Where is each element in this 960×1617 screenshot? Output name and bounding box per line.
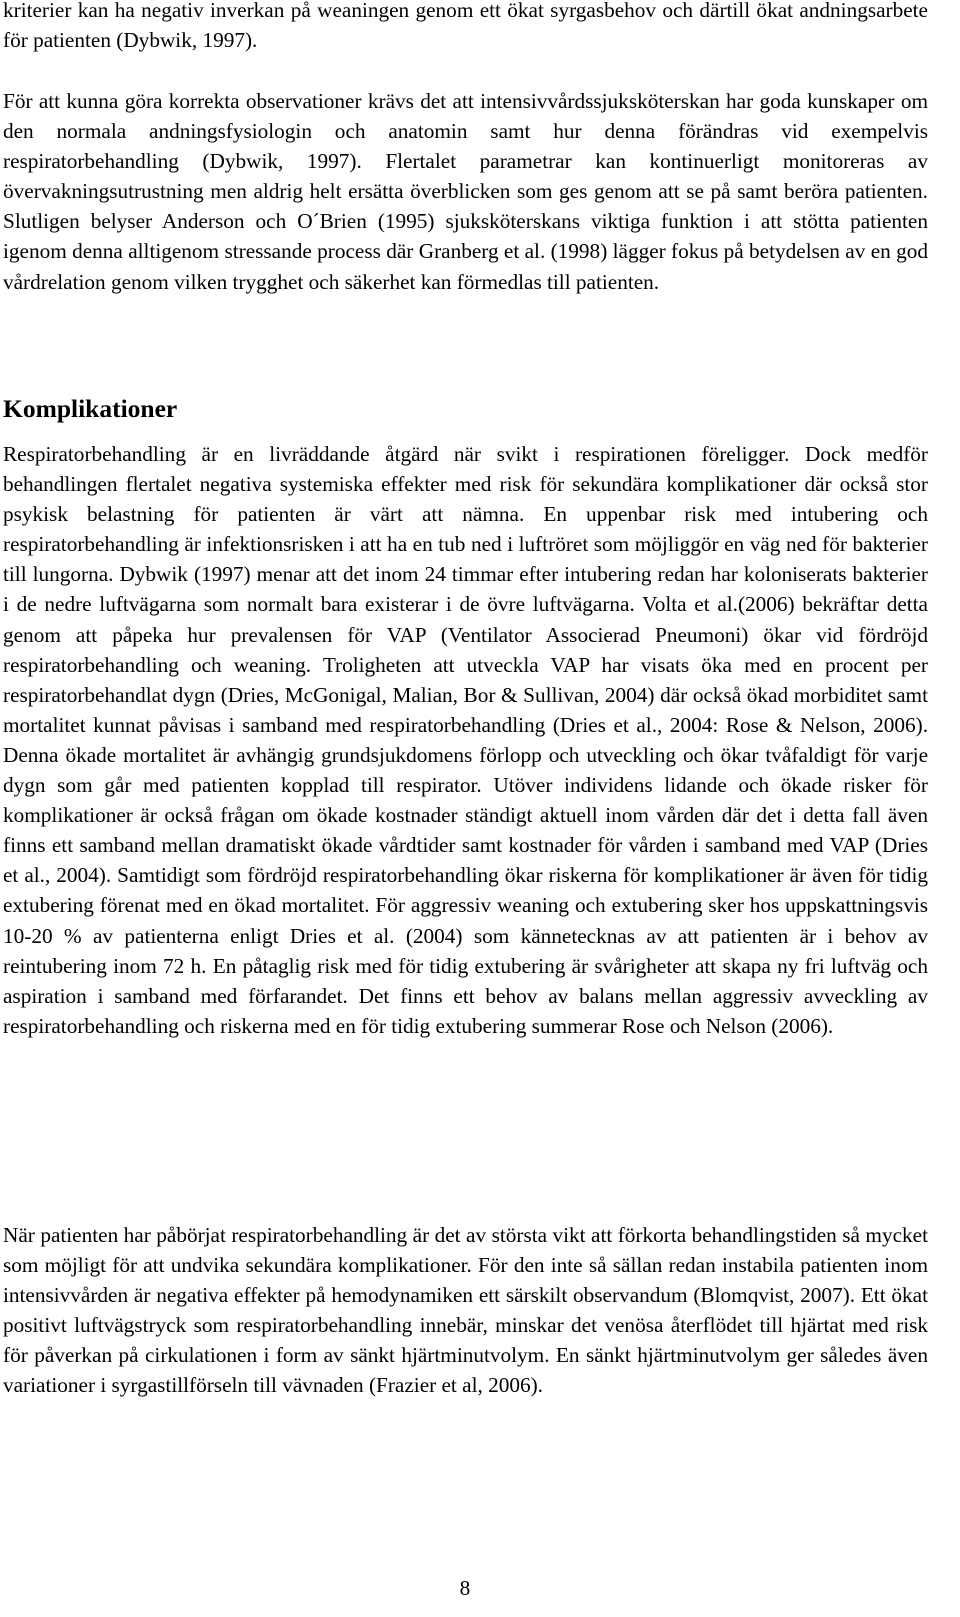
paragraph-weaning-criteria: kriterier kan ha negativ inverkan på weaningen genom ett ökat syrgasbehov och därtill ökat andningsarbete för patienten (Dybwik, 1997). xyxy=(3,0,928,53)
page-number: 8 xyxy=(459,1576,471,1600)
paragraph-treatment-duration: När patienten har påbörjat respiratorbehandling är det av största vikt att förkorta behandlingstiden så mycket som möjligt för att undvika sekundära komplikationer. För den inte så sällan redan instabila patienten inom intensivvården är negativa effekter på hemodynamiken ett särskilt observandum (Blomqvist, 2007). Ett ökat positivt luftvägstryck som respiratorbehandling innebär, minskar det venösa återflödet till hjärtat med risk för påverkan på cirkulationen i form av sänkt hjärtminutvolym. En sänkt hjärtminutvolym ger således även variationer i syrgastillförseln till vävnaden (Frazier et al, 2006). xyxy=(3,1223,928,1398)
paragraph-observations: För att kunna göra korrekta observationer krävs det att intensivvårdssjuksköterskan har goda kunskaper om den normala andningsfysiologin och anatomin samt hur denna förändras vid exempelvis respiratorbehandling (Dybwik, 1997). Flertalet parametrar kan kontinuerligt monitoreras av övervakningsutrustning men aldrig helt ersätta överblicken som ges genom att se på samt beröra patienten. Slutligen belyser Anderson och O´Brien (1995) sjuksköterskans viktiga funktion i att stötta patienten igenom denna alltigenom stressande process där Granberg et al. (1998) lägger fokus på betydelsen av en god vårdrelation genom vilken trygghet och säkerhet kan förmedlas till patienten. xyxy=(3,89,928,294)
section-heading-komplikationer: Komplikationer xyxy=(3,394,178,423)
paragraph-complications: Respiratorbehandling är en livräddande åtgärd när svikt i respirationen föreligger. Dock medför behandlingen flertalet negativa systemiska effekter med risk för sekundära komplikationer där också stor psykisk belastning för patienten är värt att nämna. En uppenbar risk med intubering och respiratorbehandling är infektionsrisken i att ha en tub ned i luftröret som möjliggör en väg ned för bakterier till lungorna. Dybwik (1997) menar att det inom 24 timmar efter intubering redan har koloniserats bakterier i de nedre luftvägarna som normalt bara existerar i de övre luftvägarna. Volta et al.(2006) bekräftar detta genom att påpeka hur prevalensen för VAP (Ventilator Associerad Pneumoni) ökar vid fördröjd respiratorbehandling och weaning. Troligheten att utveckla VAP har visats öka med en procent per respiratorbehandlat dygn (Dries, McGonigal, Malian, Bor & Sullivan, 2004) där också ökad morbiditet samt mortalitet kunnat påvisas i samband med respiratorbehandling (Dries et al., 2004: Rose & Nelson, 2006). Denna ökade mortalitet är avhängig grundsjukdomens förlopp och utveckling och ökar tvåfaldigt för varje dygn som går med patienten kopplad till respirator. Utöver individens lidande och ökade risker för komplikationer är också frågan om ökade kostnader ständigt aktuell inom vården där det i detta fall även finns ett samband mellan dramatiskt ökade vårdtider samt kostnader för vården i samband med VAP (Dries et al., 2004). Samtidigt som fördröjd respiratorbehandling ökar riskerna för komplikationer är även för tidig extubering förenat med en ökad mortalitet. För aggressiv weaning och extubering sker hos uppskattningsvis 10-20 % av patienterna enligt Dries et al. (2004) som kännetecknas av att patienten är i behov av reintubering inom 72 h. En påtaglig risk med för tidig extubering är svårigheter att skapa ny fri luftväg och aspiration i samband med förfarandet. Det finns ett behov av balans mellan aggressiv avveckling av respiratorbehandling och riskerna med en för tidig extubering summerar Rose och Nelson (2006). xyxy=(3,442,928,1038)
